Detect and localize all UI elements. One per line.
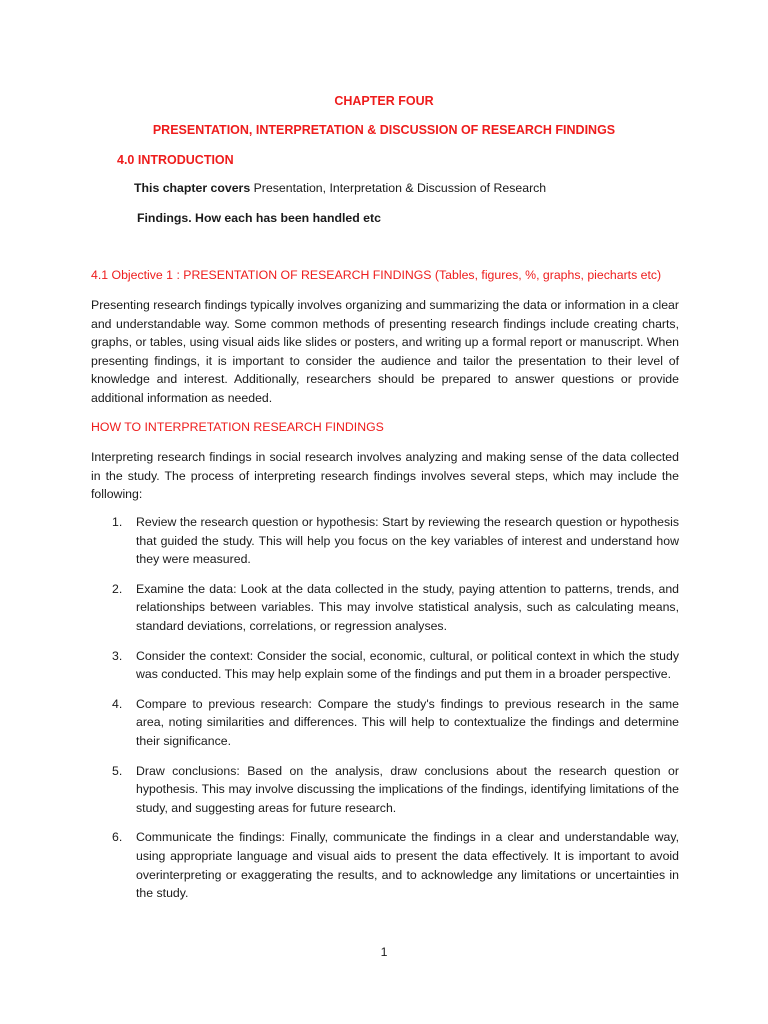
intro-line-1 xyxy=(134,181,546,195)
list-item-number: 4. xyxy=(112,696,123,711)
presentation-paragraph: Presenting research findings typically involves organizing and summarizing the data or information in a clear and understandable way. Some common methods of presenting research findings include creating charts, graphs, or tables, using visual aids like slides or posters, and writing up a formal report or manuscript. When presenting findings, it is important to consider the audience and tailor the presentation to their level of knowledge and interest. Additionally, researchers should be prepared to answer questions or provide additional information as needed. xyxy=(91,298,679,405)
list-item-number: 1. xyxy=(112,515,123,529)
list-item-text: Draw conclusions: Based on the analysis, draw conclusions about the research question or hypothesis. This may involve discussing the implications of the findings, identifying limitations of the study, and suggesting areas for future research. xyxy=(136,763,679,815)
list-item xyxy=(91,762,679,818)
list-item xyxy=(91,695,679,751)
list-item-text: Compare to previous research: Compare the study's findings to previous research in the same area, noting similarities and differences. This will help to contextualize the findings and determine their significance. xyxy=(136,696,679,748)
chapter-label: CHAPTER FOUR xyxy=(334,94,434,108)
list-item xyxy=(91,828,679,902)
intro-line-1-rest: Presentation, Interpretation & Discussion of Research xyxy=(250,181,547,195)
intro-bold-lead: This chapter covers xyxy=(134,181,251,195)
list-item xyxy=(91,513,679,569)
list-item-text: Review the research question or hypothesis: Start by reviewing the research question or hypothesis that guided the study. This will help you focus on the key variables of interest and understand how they were measured. xyxy=(136,515,679,567)
list-item-text: Examine the data: Look at the data collected in the study, paying attention to patterns, trends, and relationships between variables. This may involve statistical analysis, such as calculating means, standard deviations, correlations, or regression analyses. xyxy=(136,581,679,633)
interpretation-heading: HOW TO INTERPRETATION RESEARCH FINDINGS xyxy=(91,420,384,434)
intro-heading: 4.0 INTRODUCTION xyxy=(117,153,234,167)
list-item-number: 6. xyxy=(112,830,123,845)
list-item-number: 3. xyxy=(112,648,123,663)
page-number: 1 xyxy=(380,945,388,959)
list-item-text: Communicate the findings: Finally, communicate the findings in a clear and understandable way, using appropriate language and visual aids to present the data effectively. It is important to avoid overinterpreting or exaggerating the results, and to acknowledge any limitations or uncertainties in the study. xyxy=(136,830,679,901)
list-item-number: 2. xyxy=(112,581,123,596)
list-item xyxy=(91,647,679,684)
interpretation-paragraph: Interpreting research findings in social research involves analyzing and making sense of the data collected in the study. The process of interpreting research findings involves several steps, which may include the following: xyxy=(91,450,679,502)
objective-1-heading: 4.1 Objective 1 : PRESENTATION OF RESEARCH FINDINGS (Tables, figures, %, graphs, piecharts etc) xyxy=(91,268,662,282)
interpretation-steps-list xyxy=(91,513,679,914)
list-item-text: Consider the context: Consider the social, economic, cultural, or political context in which the study was conducted. This may help explain some of the findings and put them in a broader perspective. xyxy=(136,648,679,682)
intro-line-2: Findings. How each has been handled etc xyxy=(137,211,381,225)
list-item-number: 5. xyxy=(112,763,123,778)
chapter-title: PRESENTATION, INTERPRETATION & DISCUSSION OF RESEARCH FINDINGS xyxy=(152,123,616,137)
list-item xyxy=(91,580,679,636)
